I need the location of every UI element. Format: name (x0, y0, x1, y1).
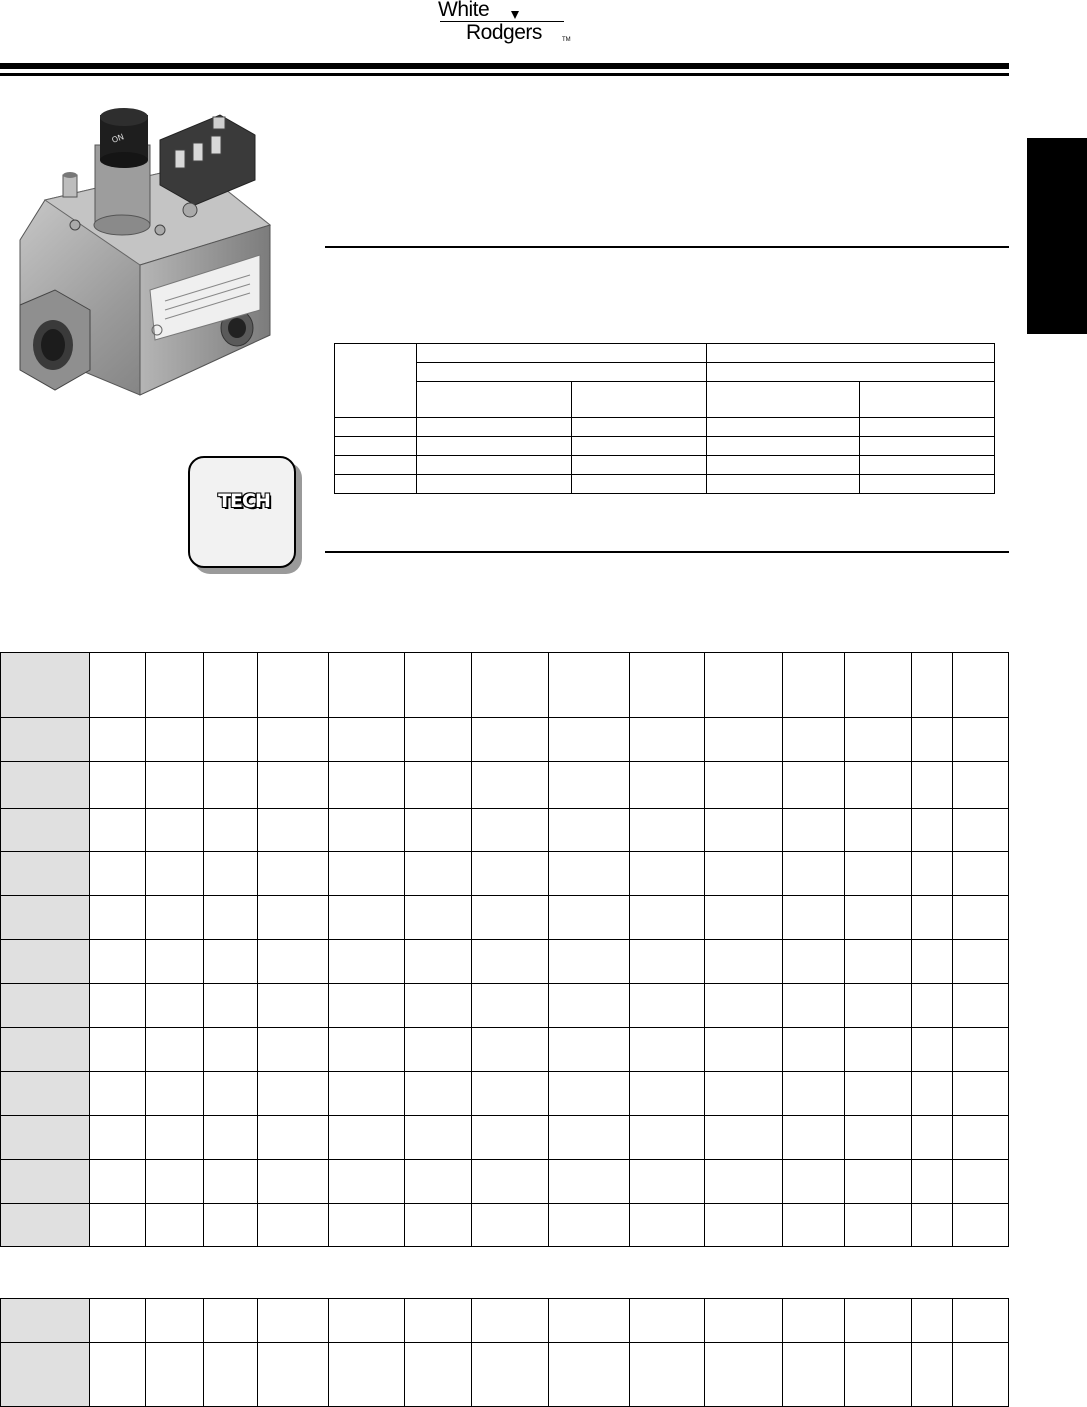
table-cell (572, 475, 707, 494)
table-cell (471, 1204, 548, 1247)
table-cell (912, 852, 953, 896)
table-cell (630, 1299, 705, 1343)
table-row (1, 1299, 1009, 1343)
table-cell (203, 940, 258, 984)
table-cell (405, 896, 471, 940)
table-cell (860, 382, 995, 418)
table-cell (145, 852, 203, 896)
tech-badge (188, 456, 300, 570)
table-cell (405, 1160, 471, 1204)
table-cell (90, 896, 146, 940)
table-cell (630, 852, 705, 896)
table-cell (707, 475, 860, 494)
table-cell (329, 762, 405, 809)
brand-trademark: TM (562, 37, 571, 43)
table-cell (953, 1028, 1009, 1072)
model-grid-continued (0, 1298, 1009, 1407)
table-row (1, 1072, 1009, 1116)
table-cell (90, 809, 146, 852)
table-cell (844, 1072, 912, 1116)
table-cell (145, 1116, 203, 1160)
table-cell (782, 1343, 844, 1407)
table-cell (705, 1116, 782, 1160)
row-header-cell (1, 1204, 90, 1247)
tech-badge-label: TECH (218, 490, 270, 512)
table-row (335, 456, 995, 475)
table-cell (90, 1160, 146, 1204)
table-cell (572, 456, 707, 475)
table-cell (329, 1299, 405, 1343)
table-cell (145, 984, 203, 1028)
table-cell (203, 1028, 258, 1072)
tech-badge-face (188, 456, 296, 568)
table-cell (335, 344, 417, 418)
table-cell (844, 809, 912, 852)
table-cell (953, 809, 1009, 852)
section-rule-upper (325, 246, 1009, 248)
gas-valve-photo (15, 105, 280, 400)
table-row (335, 418, 995, 437)
table-cell (90, 1116, 146, 1160)
table-cell (548, 1028, 629, 1072)
table-cell (912, 762, 953, 809)
table-cell (335, 418, 417, 437)
table-cell (471, 1072, 548, 1116)
table-cell (705, 1343, 782, 1407)
row-header-cell (1, 718, 90, 762)
table-cell (705, 718, 782, 762)
table-cell (953, 1072, 1009, 1116)
table-cell (953, 940, 1009, 984)
table-cell (548, 1343, 629, 1407)
row-header-cell (1, 1072, 90, 1116)
table-cell (203, 809, 258, 852)
table-cell (417, 418, 572, 437)
table-cell (90, 1299, 146, 1343)
table-cell (548, 653, 629, 718)
table-cell (145, 653, 203, 718)
table-cell (705, 984, 782, 1028)
table-cell (203, 1072, 258, 1116)
table-cell (471, 718, 548, 762)
table-cell (705, 896, 782, 940)
table-cell (844, 940, 912, 984)
table-cell (548, 1204, 629, 1247)
table-cell (203, 1116, 258, 1160)
table-cell (258, 1160, 329, 1204)
table-cell (329, 1343, 405, 1407)
table-cell (90, 718, 146, 762)
table-cell (405, 718, 471, 762)
table-cell (258, 718, 329, 762)
table-cell (258, 1072, 329, 1116)
row-header-cell (1, 809, 90, 852)
table-cell (705, 1072, 782, 1116)
table-cell (405, 653, 471, 718)
row-header-cell (1, 653, 90, 718)
table-cell (329, 940, 405, 984)
model-grid (0, 652, 1009, 1247)
header-rule-thick (0, 63, 1009, 69)
table-cell (335, 437, 417, 456)
table-cell (912, 1028, 953, 1072)
table-cell (90, 653, 146, 718)
table-cell (548, 1160, 629, 1204)
table-cell (705, 1299, 782, 1343)
table-cell (707, 363, 995, 382)
table-cell (145, 1343, 203, 1407)
table-cell (90, 940, 146, 984)
table-cell (707, 456, 860, 475)
table-cell (912, 1116, 953, 1160)
table-row (335, 344, 995, 363)
table-cell (953, 1299, 1009, 1343)
table-cell (707, 437, 860, 456)
table-cell (782, 1204, 844, 1247)
table-cell (90, 1028, 146, 1072)
header-rule-thin (0, 73, 1009, 76)
table-cell (782, 718, 844, 762)
table-cell (912, 1299, 953, 1343)
row-header-cell (1, 940, 90, 984)
table-cell (405, 762, 471, 809)
table-cell (329, 1116, 405, 1160)
table-cell (405, 1343, 471, 1407)
table-cell (860, 418, 995, 437)
table-cell (844, 1343, 912, 1407)
table-cell (471, 1028, 548, 1072)
table-cell (705, 653, 782, 718)
table-row (335, 382, 995, 418)
table-cell (90, 762, 146, 809)
brand-logo (438, 0, 578, 50)
table-cell (145, 1028, 203, 1072)
table-cell (953, 1116, 1009, 1160)
table-cell (844, 653, 912, 718)
table-cell (844, 984, 912, 1028)
table-cell (417, 344, 707, 363)
table-cell (844, 852, 912, 896)
table-cell (912, 1160, 953, 1204)
table-cell (953, 852, 1009, 896)
table-cell (417, 363, 707, 382)
table-row (1, 852, 1009, 896)
table-cell (782, 940, 844, 984)
table-cell (548, 718, 629, 762)
table-row (1, 1204, 1009, 1247)
table-cell (912, 896, 953, 940)
table-cell (844, 1204, 912, 1247)
table-cell (329, 852, 405, 896)
table-cell (145, 762, 203, 809)
table-cell (630, 1160, 705, 1204)
table-cell (471, 1116, 548, 1160)
table-row (1, 984, 1009, 1028)
table-cell (258, 1204, 329, 1247)
table-cell (705, 762, 782, 809)
table-cell (417, 437, 572, 456)
table-cell (782, 762, 844, 809)
table-cell (405, 852, 471, 896)
table-cell (471, 852, 548, 896)
table-cell (630, 940, 705, 984)
brand-line1: White (438, 0, 490, 21)
table-cell (548, 1116, 629, 1160)
table-cell (953, 762, 1009, 809)
table-cell (405, 1072, 471, 1116)
table-cell (203, 1204, 258, 1247)
table-cell (145, 718, 203, 762)
table-row (1, 1160, 1009, 1204)
table-row (1, 762, 1009, 809)
table-cell (844, 762, 912, 809)
table-cell (405, 1116, 471, 1160)
table-cell (203, 984, 258, 1028)
table-cell (471, 762, 548, 809)
table-cell (90, 852, 146, 896)
table-cell (630, 984, 705, 1028)
table-cell (417, 382, 572, 418)
table-cell (707, 382, 860, 418)
table-cell (705, 1160, 782, 1204)
table-cell (953, 653, 1009, 718)
table-cell (782, 653, 844, 718)
row-header-cell (1, 1160, 90, 1204)
table-cell (782, 984, 844, 1028)
table-cell (912, 1072, 953, 1116)
row-header-cell (1, 1028, 90, 1072)
table-cell (145, 940, 203, 984)
table-cell (548, 762, 629, 809)
table-cell (258, 1028, 329, 1072)
table-cell (329, 1204, 405, 1247)
table-cell (844, 896, 912, 940)
table-row (335, 475, 995, 494)
table-row (1, 896, 1009, 940)
row-header-cell (1, 762, 90, 809)
table-cell (630, 809, 705, 852)
logo-triangle-icon (511, 11, 519, 19)
table-cell (203, 1343, 258, 1407)
row-header-cell (1, 1299, 90, 1343)
table-cell (405, 1204, 471, 1247)
table-cell (258, 984, 329, 1028)
brand-line2: Rodgers (466, 21, 542, 44)
table-cell (912, 984, 953, 1028)
table-row (1, 1028, 1009, 1072)
table-cell (548, 940, 629, 984)
table-cell (90, 984, 146, 1028)
table-cell (953, 718, 1009, 762)
table-cell (471, 653, 548, 718)
table-cell (90, 1343, 146, 1407)
table-cell (953, 984, 1009, 1028)
table-cell (860, 475, 995, 494)
table-cell (258, 762, 329, 809)
table-cell (844, 718, 912, 762)
table-cell (258, 653, 329, 718)
table-cell (844, 1299, 912, 1343)
table-cell (405, 1299, 471, 1343)
table-cell (782, 896, 844, 940)
table-cell (203, 1299, 258, 1343)
table-cell (417, 456, 572, 475)
table-cell (471, 1160, 548, 1204)
table-cell (630, 1204, 705, 1247)
table-cell (953, 1160, 1009, 1204)
table-cell (630, 1116, 705, 1160)
table-cell (335, 475, 417, 494)
spec-table (334, 343, 995, 494)
table-cell (203, 852, 258, 896)
row-header-cell (1, 852, 90, 896)
table-cell (258, 1343, 329, 1407)
svg-text:ON: ON (110, 132, 126, 145)
table-cell (860, 437, 995, 456)
row-header-cell (1, 1343, 90, 1407)
table-cell (203, 762, 258, 809)
table-row (335, 363, 995, 382)
table-cell (630, 718, 705, 762)
table-cell (705, 809, 782, 852)
table-cell (90, 1204, 146, 1247)
table-cell (405, 940, 471, 984)
row-header-cell (1, 1116, 90, 1160)
table-cell (630, 1072, 705, 1116)
table-cell (471, 1343, 548, 1407)
table-cell (258, 1299, 329, 1343)
table-cell (844, 1028, 912, 1072)
table-row (1, 940, 1009, 984)
row-header-cell (1, 984, 90, 1028)
table-cell (405, 984, 471, 1028)
table-cell (145, 1072, 203, 1116)
table-cell (548, 1072, 629, 1116)
table-cell (630, 896, 705, 940)
table-cell (705, 940, 782, 984)
table-cell (203, 718, 258, 762)
table-cell (860, 456, 995, 475)
table-cell (548, 896, 629, 940)
table-cell (705, 852, 782, 896)
table-cell (548, 1299, 629, 1343)
table-row (335, 437, 995, 456)
table-cell (329, 1160, 405, 1204)
table-cell (258, 940, 329, 984)
table-cell (471, 896, 548, 940)
table-cell (417, 475, 572, 494)
table-cell (145, 896, 203, 940)
table-cell (844, 1116, 912, 1160)
table-cell (782, 1072, 844, 1116)
table-cell (912, 809, 953, 852)
table-row (1, 1343, 1009, 1407)
table-cell (258, 1116, 329, 1160)
table-cell (630, 1343, 705, 1407)
table-cell (705, 1204, 782, 1247)
table-cell (953, 896, 1009, 940)
table-cell (630, 1028, 705, 1072)
table-cell (782, 1028, 844, 1072)
table-cell (912, 653, 953, 718)
row-header-cell (1, 896, 90, 940)
table-cell (912, 940, 953, 984)
table-cell (572, 437, 707, 456)
table-cell (405, 809, 471, 852)
table-cell (707, 418, 860, 437)
table-cell (782, 1160, 844, 1204)
table-row (1, 653, 1009, 718)
table-cell (707, 344, 995, 363)
table-cell (782, 1116, 844, 1160)
table-cell (548, 984, 629, 1028)
table-row (1, 718, 1009, 762)
table-cell (912, 1343, 953, 1407)
table-cell (548, 852, 629, 896)
table-cell (548, 809, 629, 852)
table-cell (258, 896, 329, 940)
table-cell (782, 852, 844, 896)
table-cell (953, 1204, 1009, 1247)
table-cell (912, 1204, 953, 1247)
table-cell (203, 896, 258, 940)
table-row (1, 1116, 1009, 1160)
section-tab (1027, 138, 1087, 334)
table-cell (630, 762, 705, 809)
table-cell (471, 1299, 548, 1343)
table-cell (329, 809, 405, 852)
table-cell (782, 1299, 844, 1343)
table-cell (329, 1028, 405, 1072)
table-cell (705, 1028, 782, 1072)
table-cell (953, 1343, 1009, 1407)
table-cell (471, 984, 548, 1028)
table-cell (471, 809, 548, 852)
table-cell (572, 382, 707, 418)
table-row (1, 809, 1009, 852)
table-cell (329, 984, 405, 1028)
table-cell (572, 418, 707, 437)
section-rule-lower (325, 551, 1009, 553)
table-cell (329, 653, 405, 718)
table-cell (258, 809, 329, 852)
table-cell (145, 1299, 203, 1343)
table-cell (258, 852, 329, 896)
table-cell (90, 1072, 146, 1116)
table-cell (630, 653, 705, 718)
table-cell (203, 653, 258, 718)
table-cell (912, 718, 953, 762)
table-cell (145, 809, 203, 852)
table-cell (405, 1028, 471, 1072)
table-cell (145, 1160, 203, 1204)
table-cell (782, 809, 844, 852)
table-cell (844, 1160, 912, 1204)
table-cell (145, 1204, 203, 1247)
table-cell (329, 1072, 405, 1116)
table-cell (335, 456, 417, 475)
table-cell (329, 718, 405, 762)
table-cell (329, 896, 405, 940)
table-cell (471, 940, 548, 984)
table-cell (203, 1160, 258, 1204)
